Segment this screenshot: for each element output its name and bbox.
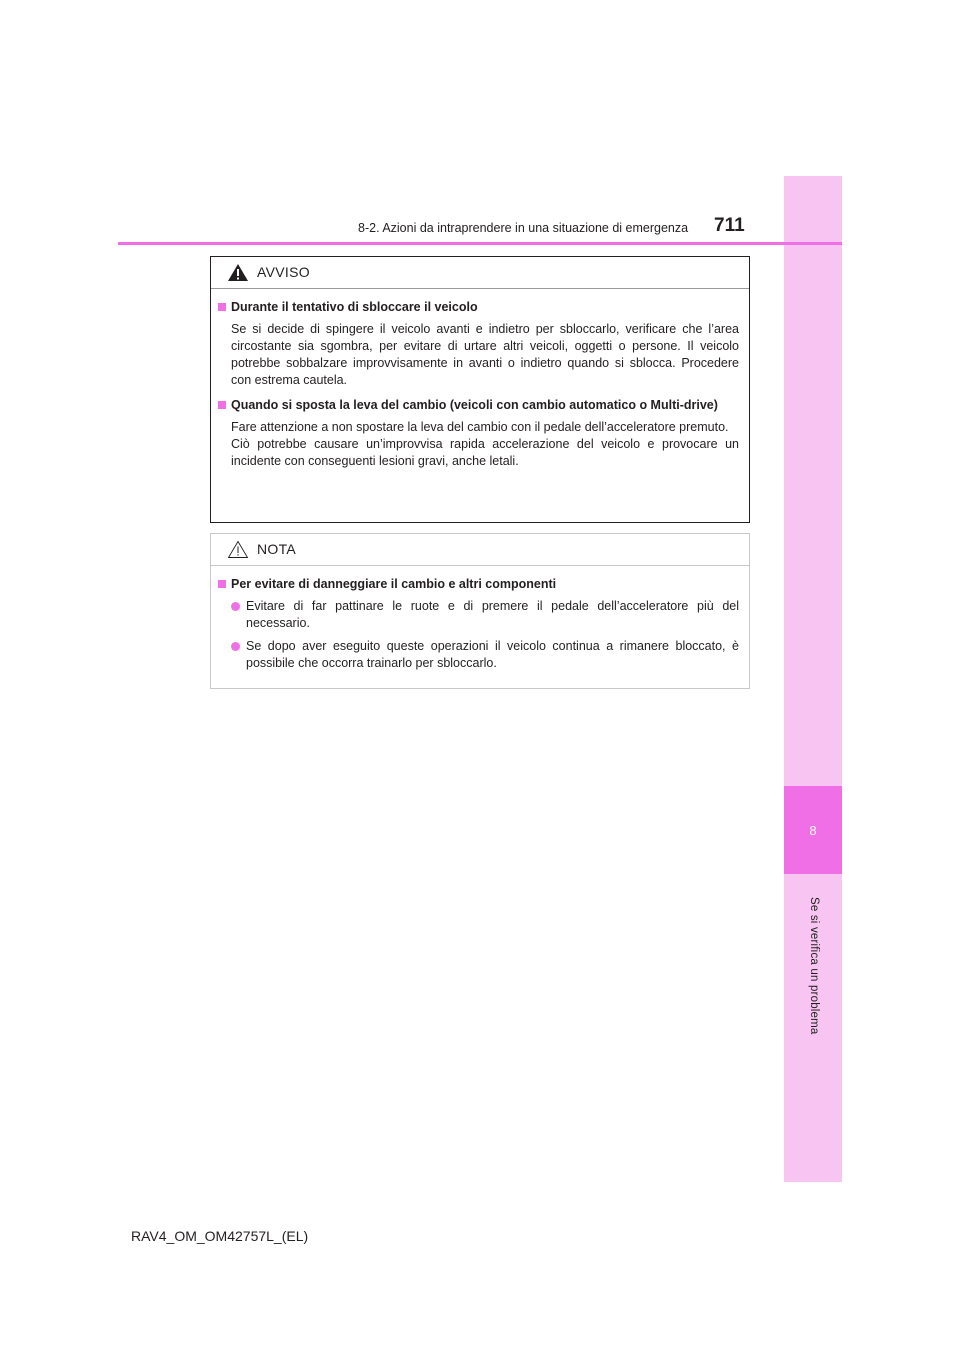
warning-triangle-icon	[227, 263, 249, 282]
warning-item-text: Se si decide di spingere il veicolo avanti e indietro per sbloccarlo, verificare che l’area circostante sia sgombra, per evitare di urtare altri veicoli, oggetti o persone. Il veicolo potrebbe sobbalzare improvvisamente in avanti o indietro quando si sblocca. Procedere con estrema cautela.	[231, 322, 739, 387]
warning-item-title: Quando si sposta la leva del cambio (veicoli con cambio automatico o Multi-drive)	[218, 397, 739, 414]
warning-title: AVVISO	[257, 264, 310, 280]
chapter-number: 8	[784, 786, 842, 874]
notice-bullet: Evitare di far pattinare le ruote e di premere il pedale dell’acceleratore più del necessario.	[231, 598, 739, 632]
page-number: 711	[714, 215, 745, 236]
warning-box	[210, 256, 750, 523]
warning-item-title: Durante il tentativo di sbloccare il veicolo	[218, 299, 739, 316]
document-code: RAV4_OM_OM42757L_(EL)	[131, 1228, 309, 1244]
notice-box	[210, 533, 750, 689]
notice-item-title: Per evitare di danneggiare il cambio e altri componenti	[218, 576, 739, 593]
square-bullet-icon	[218, 303, 226, 311]
warning-item-text: Fare attenzione a non spostare la leva del cambio con il pedale dell’acceleratore premuto. Ciò potrebbe causare un’improvvisa rapida accelerazione del veicolo e provocare un incidente con conseguenti lesioni gravi, anche letali.	[231, 420, 739, 468]
notice-title: NOTA	[257, 541, 297, 557]
warning-header	[211, 257, 749, 289]
notice-bullet: Se dopo aver eseguito queste operazioni il veicolo continua a rimanere bloccato, è possibile che occorra trainarlo per sbloccarlo.	[231, 638, 739, 672]
caution-triangle-outline-icon	[227, 540, 249, 559]
notice-header	[211, 534, 749, 566]
chapter-title: Se si verifica un problema	[808, 896, 820, 1035]
round-bullet-icon	[231, 642, 240, 651]
section-title: 8-2. Azioni da intraprendere in una situazione di emergenza	[358, 221, 689, 235]
square-bullet-icon	[218, 580, 226, 588]
square-bullet-icon	[218, 401, 226, 409]
header-divider	[118, 242, 842, 245]
round-bullet-icon	[231, 602, 240, 611]
